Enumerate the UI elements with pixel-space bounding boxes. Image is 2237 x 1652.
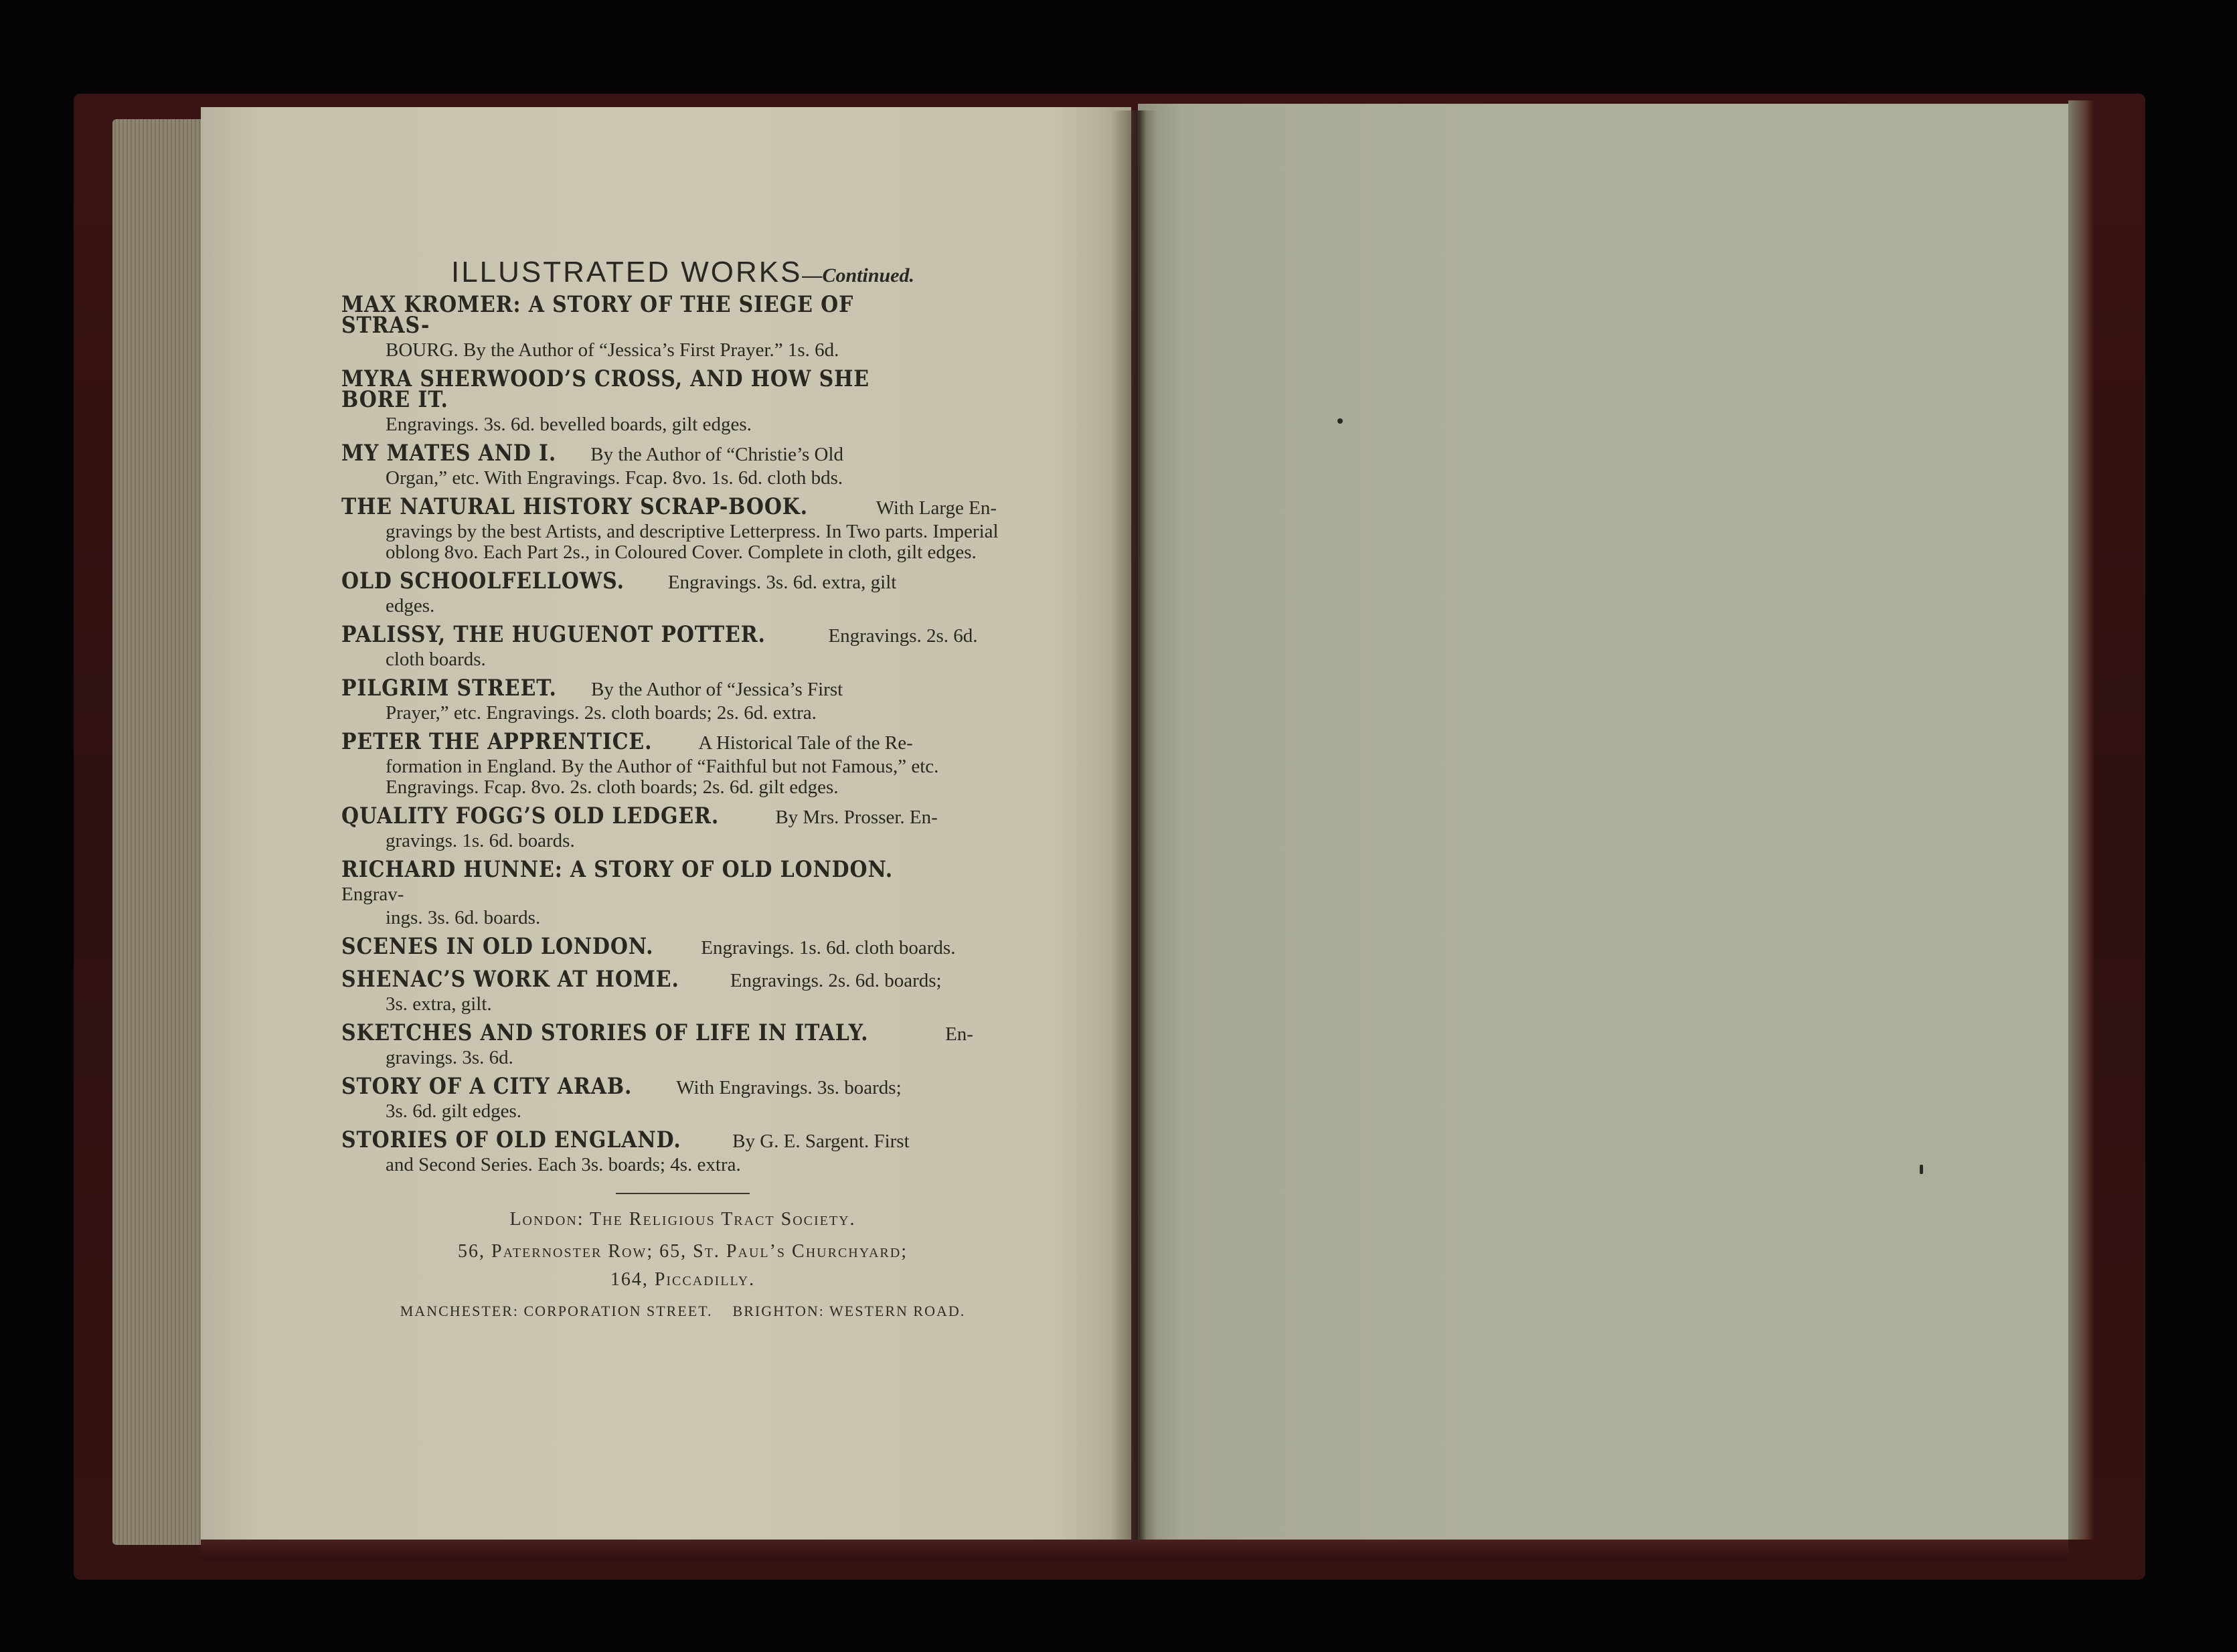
- entry-description: With Large En-: [871, 497, 997, 519]
- book-entry: [341, 675, 1024, 724]
- book-entry: [341, 1073, 1024, 1122]
- entry-details: Organ,” etc. With Engravings. Fcap. 8vo. 1s. 6d. cloth bds.: [386, 467, 843, 489]
- entry-description: By G. E. Sargent. First: [727, 1131, 910, 1152]
- book-entry: [341, 493, 1024, 563]
- book-entry: [341, 966, 1024, 1015]
- book-entry: [341, 803, 1024, 851]
- heading-title: ILLUSTRATED WORKS: [450, 256, 803, 288]
- entry-description: By the Author of “Jessica’s First: [586, 679, 843, 700]
- divider-rule: [616, 1193, 750, 1194]
- right-page-blank: [1138, 104, 2068, 1540]
- cover-bottom: [201, 1540, 2068, 1560]
- entry-title: QUALITY FOGG’S OLD LEDGER.: [341, 803, 720, 829]
- book-entry: [341, 291, 1024, 361]
- entry-title: MY MATES AND I.: [341, 440, 557, 467]
- book-gutter: [1111, 110, 1158, 1540]
- book-entry: [341, 440, 1024, 489]
- entry-details: BOURG. By the Author of “Jessica’s First Prayer.” 1s. 6d.: [386, 339, 839, 361]
- book-entry: [341, 728, 1024, 798]
- entry-title: PETER THE APPRENTICE.: [341, 728, 653, 755]
- imprint-address-2: 164, Piccadilly.: [610, 1269, 756, 1290]
- entry-title: STORIES OF OLD ENGLAND.: [341, 1127, 681, 1153]
- entry-title: SHENAC’S WORK AT HOME.: [341, 966, 679, 993]
- entry-title: SCENES IN OLD LONDON.: [341, 933, 654, 960]
- entry-description: By the Author of “Christie’s Old: [586, 444, 844, 465]
- paper-speck: [1337, 418, 1343, 424]
- entry-details: gravings. 1s. 6d. boards.: [386, 830, 575, 851]
- entry-details: 3s. extra, gilt.: [386, 993, 492, 1015]
- book-entry: [341, 856, 1024, 928]
- page-edges: [112, 119, 213, 1545]
- entry-description: Engrav-: [341, 884, 404, 905]
- entry-list: [341, 291, 1024, 1175]
- book-entry: [341, 365, 1024, 435]
- entry-details: formation in England. By the Author of “Faithful but not Famous,” etc. Engravings. Fcap. 8vo. 2s. cloth boards; 2s. 6d. gilt edges.: [386, 756, 939, 798]
- entry-description: Engravings. 1s. 6d. cloth boards.: [696, 937, 956, 959]
- book-entry: [341, 621, 1024, 670]
- entry-details: gravings by the best Artists, and descriptive Letterpress. In Two parts. Imperial oblong 8vo. Each Part 2s., in Coloured Cover. Complete in cloth, gilt edges.: [386, 521, 999, 563]
- book-entry: [341, 933, 1024, 961]
- imprint-address: 56, Paternoster Row; 65, St. Paul’s Churchyard;: [458, 1241, 908, 1262]
- entry-details: ings. 3s. 6d. boards.: [386, 907, 541, 928]
- right-page-edge: [2068, 100, 2094, 1540]
- entry-description: Engravings. 2s. 6d. boards;: [725, 970, 942, 991]
- entry-details: 3s. 6d. gilt edges.: [386, 1100, 521, 1122]
- advertisement-column: [341, 256, 1024, 1327]
- imprint-branches: MANCHESTER: CORPORATION STREET. BRIGHTON: WESTERN ROAD.: [400, 1303, 966, 1319]
- entry-details: gravings. 3s. 6d.: [386, 1047, 513, 1068]
- paper-speck: [1920, 1165, 1923, 1174]
- entry-description: Engravings. 2s. 6d.: [823, 625, 978, 647]
- entry-details: Engravings. 3s. 6d. bevelled boards, gilt edges.: [386, 414, 752, 435]
- entry-details: edges.: [386, 595, 435, 616]
- entry-description: Engravings. 3s. 6d. extra, gilt: [663, 572, 897, 593]
- book-entry: [341, 568, 1024, 616]
- entry-title: SKETCHES AND STORIES OF LIFE IN ITALY.: [341, 1019, 869, 1046]
- entry-title: OLD SCHOOLFELLOWS.: [341, 568, 625, 594]
- entry-title: THE NATURAL HISTORY SCRAP-BOOK.: [341, 493, 808, 520]
- imprint-publisher: London: The Religious Tract Society.: [509, 1209, 856, 1230]
- entry-details: Prayer,” etc. Engravings. 2s. cloth boards; 2s. 6d. extra.: [386, 702, 817, 724]
- entry-description: With Engravings. 3s. boards;: [671, 1077, 902, 1098]
- book-entry: [341, 1019, 1024, 1068]
- page-heading: [341, 256, 1024, 289]
- entry-description: A Historical Tale of the Re-: [694, 732, 913, 754]
- entry-title: PALISSY, THE HUGUENOT POTTER.: [341, 621, 766, 648]
- entry-title: PILGRIM STREET.: [341, 675, 557, 701]
- entry-title: MYRA SHERWOOD’S CROSS, AND HOW SHE BORE IT.: [341, 365, 869, 413]
- entry-description: By Mrs. Prosser. En-: [770, 807, 938, 828]
- heading-continued: —Continued.: [802, 264, 915, 286]
- entry-title: STORY OF A CITY ARAB.: [341, 1073, 633, 1100]
- entry-title: RICHARD HUNNE: A STORY OF OLD LONDON.: [341, 856, 894, 883]
- book-entry: [341, 1127, 1024, 1175]
- entry-description: En-: [940, 1023, 973, 1045]
- entry-details: and Second Series. Each 3s. boards; 4s. extra.: [386, 1154, 741, 1175]
- entry-title: MAX KROMER: A STORY OF THE SIEGE OF STRAS-: [341, 291, 854, 339]
- entry-details: cloth boards.: [386, 649, 486, 670]
